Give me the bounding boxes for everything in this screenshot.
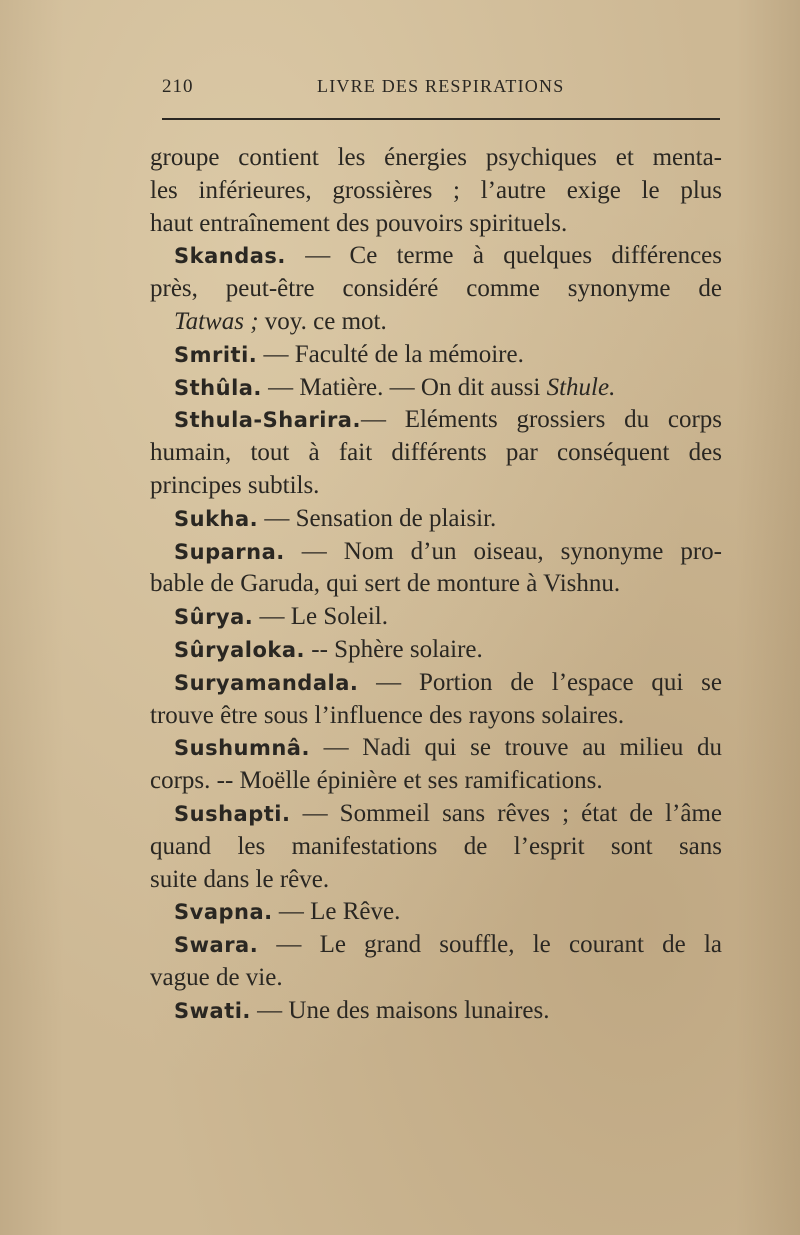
glossary-entry-line [150,995,722,1028]
line-text: — Une des maisons lunaires. [250,996,550,1024]
line-text: — Portion de l’espace qui se [358,668,722,696]
line-text: — Le grand souffle, le courant de la [258,931,722,959]
line-text: trouve être sous l’influence des rayons solaires. [150,701,625,729]
glossary-term: Suryamandala. [174,670,359,695]
line-text: vague de vie. [150,963,283,991]
glossary-entry-line [150,667,722,700]
text-line [150,208,722,241]
line-text: — Ce terme à quelques différences [285,242,722,270]
line-text: près, peut-être considéré comme synonyme de [150,275,722,303]
glossary-term: Skandas. [174,244,286,269]
glossary-term: Sthula-Sharira. [174,408,361,433]
text-line [150,864,722,897]
text-line [150,831,722,864]
page-header [162,76,720,106]
line-text: — Faculté de la mémoire. [257,340,524,368]
glossary-entry-line [150,240,722,273]
line-text: principes subtils. [150,471,320,499]
italic-term: Sthule. [546,373,616,401]
glossary-entry-line [150,536,722,569]
running-title: LIVRE DES RESPIRATIONS [317,76,565,96]
glossary-term: Smriti. [174,342,258,367]
text-line [150,142,722,175]
line-text: humain, tout à fait différents par conséquent des [150,439,722,467]
line-text: voy. ce mot. [258,307,387,335]
line-text: — Sommeil sans rêves ; état de l’âme [290,799,722,827]
page-number: 210 [162,76,194,97]
glossary-entry-line [150,503,722,536]
line-text: — Nom d’un oiseau, synonyme pro- [284,537,722,565]
glossary-term: Sûryaloka. [174,637,306,662]
glossary-term: Sukha. [174,506,259,531]
line-text: — Eléments grossiers du corps [360,406,722,434]
glossary-term: Swara. [174,933,259,958]
text-line [150,306,722,339]
line-text: -- Sphère solaire. [305,635,483,663]
line-text: — Nadi qui se trouve au milieu du [309,734,722,762]
text-line [150,470,722,503]
text-line [150,700,722,733]
glossary-entry-line [150,372,722,405]
line-text: — Sensation de plaisir. [258,504,497,532]
text-line [150,437,722,470]
glossary-term: Swati. [174,998,251,1023]
glossary-entry-line [150,929,722,962]
glossary-term: Sûrya. [174,605,254,630]
text-line [150,962,722,995]
line-text: — Le Soleil. [253,603,388,631]
text-line [150,273,722,306]
header-rule [162,118,720,120]
glossary-entry-line [150,732,722,765]
italic-term: Tatwas ; [174,307,259,335]
glossary-term: Suparna. [174,539,285,564]
text-line [150,765,722,798]
glossary-entry-line [150,896,722,929]
glossary-entry-line [150,798,722,831]
glossary-entry-line [150,339,722,372]
line-text: quand les manifestations de l’esprit sont sans [150,832,722,860]
glossary-term: Sushapti. [174,801,291,826]
glossary-entry-line [150,404,722,437]
line-text: — Matière. — On dit aussi [261,373,547,401]
line-text: bable de Garuda, qui sert de monture à Vishnu. [150,570,621,598]
line-text: suite dans le rêve. [150,865,330,893]
line-text: corps. -- Moëlle épinière et ses ramifications. [150,767,603,795]
glossary-term: Svapna. [174,900,273,925]
line-text: haut entraînement des pouvoirs spirituels. [150,209,568,237]
glossary-term: Sushumnâ. [174,736,310,761]
glossary-text [150,142,722,1028]
line-text: les inférieures, grossières ; l’autre exige le plus [150,176,722,204]
text-line [150,568,722,601]
glossary-entry-line [150,601,722,634]
line-text: groupe contient les énergies psychiques et menta- [150,144,722,171]
text-line [150,175,722,208]
glossary-entry-line [150,634,722,667]
line-text: — Le Rêve. [272,898,401,926]
glossary-term: Sthûla. [174,375,262,400]
